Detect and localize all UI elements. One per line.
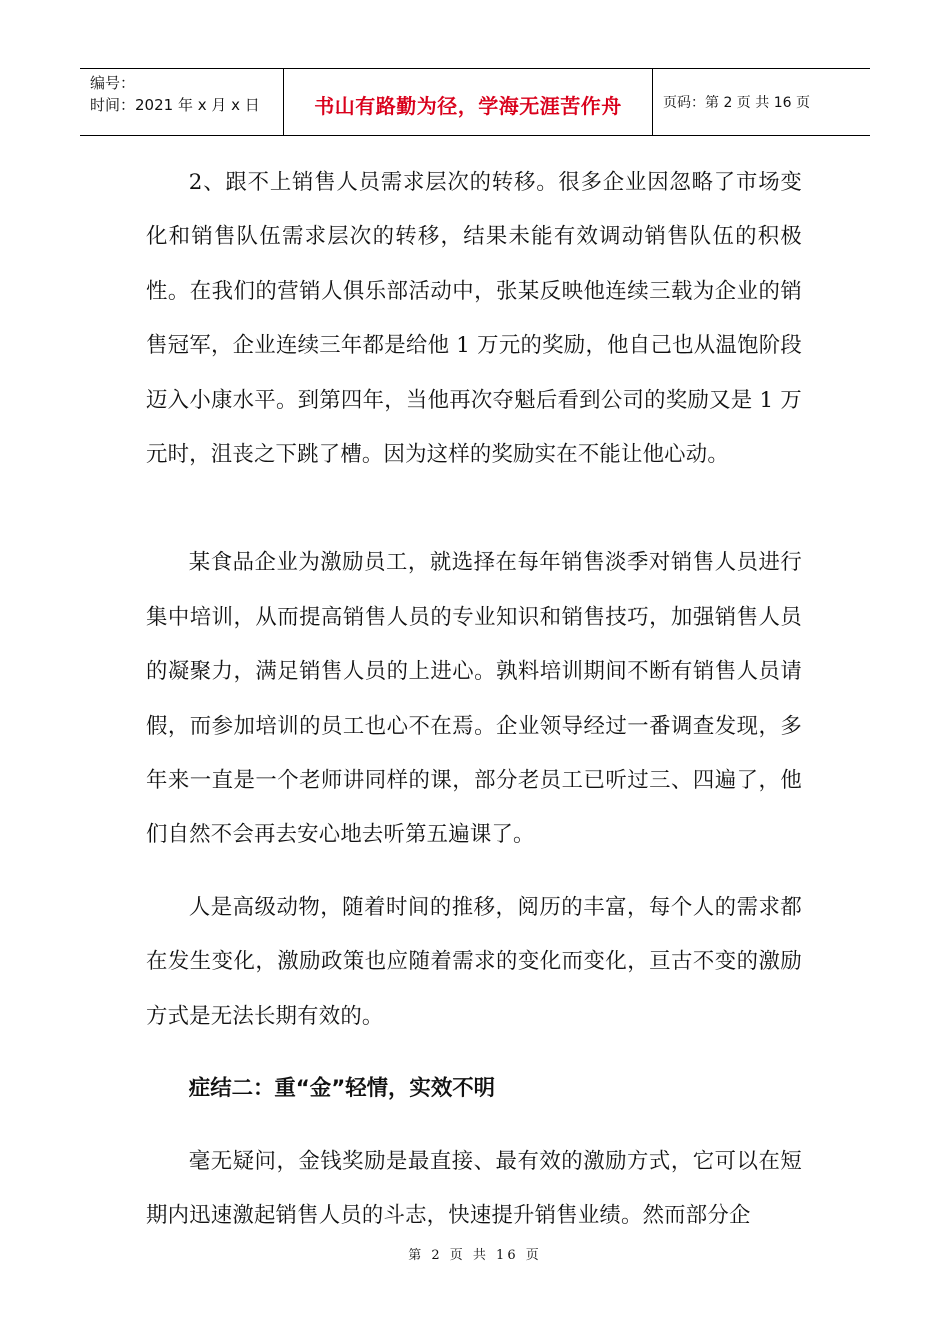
paragraph-spacer <box>146 482 802 536</box>
header-meta <box>80 69 283 135</box>
paragraph-3: 人是高级动物，随着时间的推移，阅历的丰富，每个人的需求都在发生变化，激励政策也应随着需求的变化而变化，亘古不变的激励方式是无法长期有效的。 <box>146 894 802 1029</box>
paragraph-2: 某食品企业为激励员工，就选择在每年销售淡季对销售人员进行集中培训，从而提高销售人员的专业知识和销售技巧，加强销售人员的凝聚力，满足销售人员的上进心。孰料培训期间不断有销售人员请假，而参加培训的员工也心不在焉。企业领导经过一番调查发现，多年来一直是一个老师讲同样的课，部分老员工已听过三、四遍了，他们自然不会再去安心地去听第五遍课了。 <box>146 550 802 848</box>
page-footer <box>0 1244 950 1263</box>
header-page-info-text: 页码：第 2 页 共 16 页 <box>663 95 810 111</box>
footer-page-number: 第 2 页 共 16 页 <box>408 1248 542 1263</box>
paragraph-4: 毫无疑问，金钱奖励是最直接、最有效的激励方式，它可以在短期内迅速激起销售人员的斗志，快速提升销售业绩。然而部分企 <box>146 1148 802 1228</box>
paragraph-spacer <box>146 1117 802 1135</box>
document-date: 时间：2021 年 x 月 x 日 <box>90 96 260 114</box>
paragraph-spacer <box>146 863 802 881</box>
section-heading: 症结二：重“金”轻情，实效不明 <box>188 1076 495 1102</box>
document-body <box>146 156 802 1243</box>
header-motto-cell <box>283 69 653 135</box>
paragraph-spacer <box>146 1044 802 1062</box>
header-page-info <box>653 69 870 135</box>
paragraph-1: 2、跟不上销售人员需求层次的转移。很多企业因忽略了市场变化和销售队伍需求层次的转移，结果未能有效调动销售队伍的积极性。在我们的营销人俱乐部活动中，张某反映他连续三载为企业的销售冠军，企业连续三年都是给他 1 万元的奖励，他自己也从温饱阶段迈入小康水平。到第四年，当他再次夺魁后看到公司的奖励又是 1 万元时，沮丧之下跳了槽。因为这样的奖励实在不能让他心动。 <box>146 170 802 468</box>
header-motto: 书山有路勤为径，学海无涯苦作舟 <box>314 93 622 118</box>
document-number-label: 编号： <box>90 74 136 92</box>
page-header <box>80 68 870 136</box>
